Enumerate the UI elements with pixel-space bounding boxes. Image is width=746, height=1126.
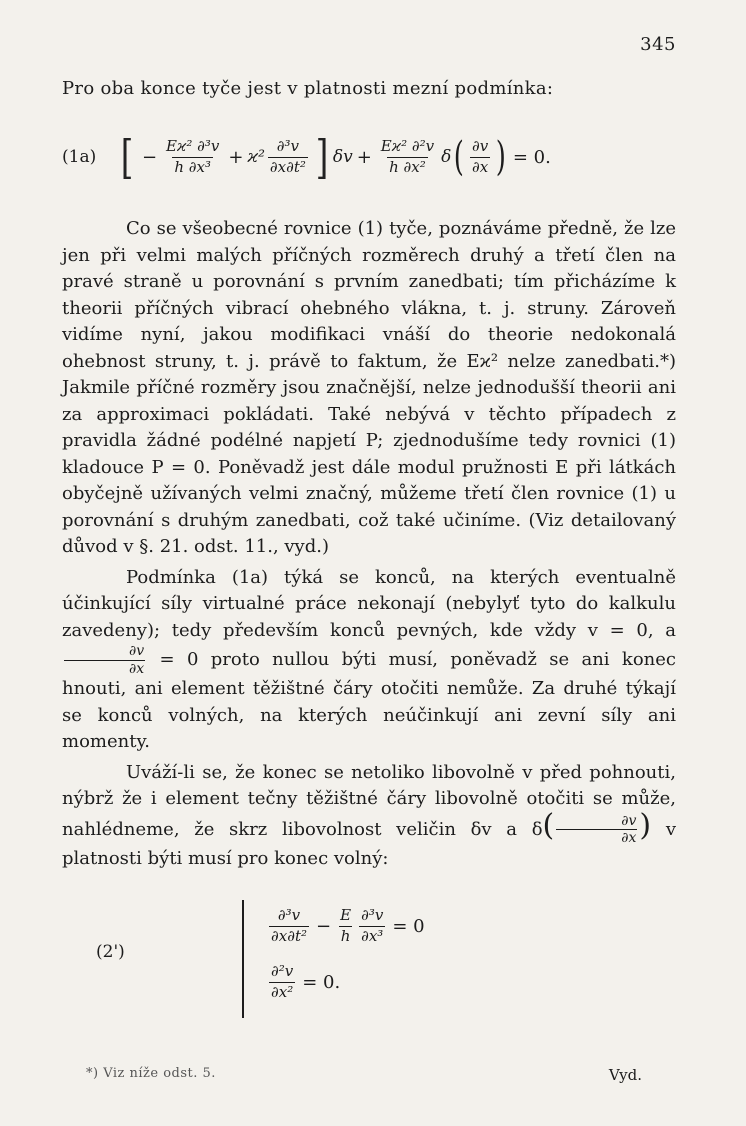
fraction-term-4: $\frac{\partial v}{\partial x}$: [471, 136, 489, 176]
equation-tag-2prime: (2'): [96, 942, 125, 962]
inline-fraction-dv-dx-2: $\frac{\partial v}{\partial x}$: [556, 814, 637, 846]
system-line-2: $\frac{\text{∂²v}}{\text{∂x²}}$ = 0.: [271, 962, 341, 1001]
minus-sign: −: [141, 146, 158, 168]
page-number: 345: [640, 34, 676, 55]
equation-tag: (1a): [62, 147, 97, 167]
left-bracket: [: [120, 130, 134, 184]
plus-sign: +: [228, 146, 244, 168]
catchword: Vyd.: [608, 1066, 642, 1084]
paragraph-3: Uváží-li se, že konec se netoliko libovolně v před pohnouti, nýbrž že i element tečny těžištné čáry libovolně otočiti se může, nahlédneme, že skrz libovolnost veličin δv a δ( $\frac{\partial v}{\partial x}$ ) v platnosti býti musí pro konec volný:: [62, 761, 676, 870]
equation-1a: [62, 128, 682, 186]
fraction-term-1: $\frac{\text{Eϰ² ∂³v}}{\text{h ∂x³}}$: [166, 136, 220, 176]
fraction-term-2: $\frac{\text{∂³v}}{\text{∂x∂t²}}$: [269, 136, 306, 176]
inline-fraction-dv-dx: $\frac{\partial v}{\partial x}$: [64, 644, 145, 676]
body-text: [62, 216, 676, 873]
paragraph-1: Co se všeobecné rovnice (1) tyče, poznáváme předně, že lze jen při velmi malých příčných rozměrech druhý a třetí člen na pravé straně u porovnání s prvním zanedbati; tím přicházíme k theorii příčných vibrací ohebného vlákna, t. j. struny. Zároveň vidíme nyní, jakou modifikaci vnáší do theorie nedokonalá ohebnost struny, t. j. právě to faktum, že Eϰ² nelze zanedbati.*) Jakmile příčné rozměry jsou značnější, nelze jednodušší theorii ani za approximaci pokládati. Také nebývá v těchto případech z pravidla žádné podélné napjetí P; zjednodušíme tedy rovnici (1) kladouce P = 0. Poněvadž jest dále modul pružnosti E při látkách obyčejně užívaných velmi značný, můžeme třetí člen rovnice (1) u porovnání s druhým zanedbati, což také učiníme. (Viz detailovaný důvod v §. 21. odst. 11., vyd.): [62, 218, 676, 557]
footnote: *) Viz níže odst. 5.: [86, 1066, 216, 1081]
kappa-squared: ϰ²: [247, 147, 265, 167]
intro-line: Pro oba konce tyče jest v platnosti mezní podmínka:: [62, 78, 554, 99]
right-bracket: ]: [315, 130, 329, 184]
system-brace: [242, 900, 244, 1018]
paragraph-2: Podmínka (1a) týká se konců, na kterých eventualně účinkující síly virtualné práce nekonají (nebylyť tyto do kalkulu zavedeny); tedy především konců pevných, kde vždy v = 0, a $\frac{\partial v}{\partial x}$ = 0 proto nullou býti musí, poněvadž se ani konec hnouti, ani element těžištné čáry otočiti nemůže. Za druhé týkají se konců volných, na kterých neúčinkují ani zevní síly ani momenty.: [62, 566, 676, 753]
left-paren: (: [454, 134, 465, 180]
delta-symbol: δ: [441, 147, 452, 167]
plus-sign-2: +: [356, 146, 372, 168]
fraction-term-3: $\frac{\text{Eϰ² ∂²v}}{\text{h ∂x²}}$: [380, 136, 435, 176]
equation-system-2prime: [96, 900, 656, 1020]
delta-v: δv: [332, 147, 353, 167]
equals-zero: = 0.: [512, 146, 551, 168]
right-paren: ): [495, 134, 507, 180]
system-line-1: $\frac{\text{∂³v}}{\text{∂x∂t²}}$ − $\frac{E}{h}$ $\frac{\text{∂³v}}{\text{∂x³}}$ = 0: [271, 906, 425, 945]
